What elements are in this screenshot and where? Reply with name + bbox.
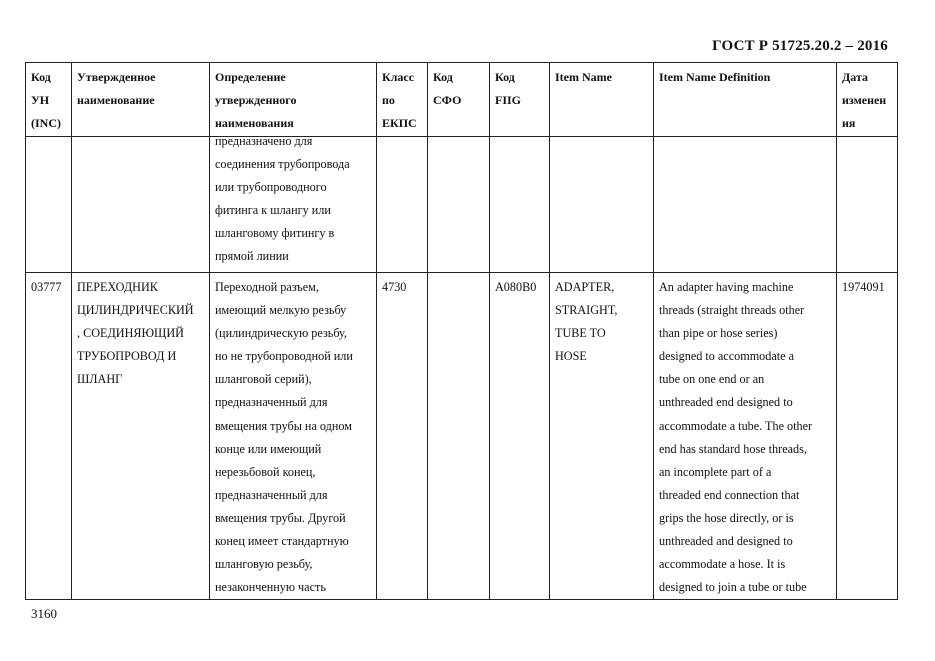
cell-item-name-empty — [550, 137, 654, 273]
header-change-date: Дата изменен ия — [837, 63, 898, 137]
cell-item-definition-empty — [654, 137, 837, 273]
header-fiig-code: Код FIIG — [490, 63, 550, 137]
cell-inc-code: 03777 — [26, 273, 72, 600]
cell-ekps-class: 4730 — [377, 273, 428, 600]
specification-table — [25, 62, 898, 600]
table-header-row — [26, 63, 898, 137]
cell-sfo-empty — [428, 137, 490, 273]
table-row-continuation — [26, 137, 898, 273]
page-number: 3160 — [31, 606, 57, 621]
cell-fiig-code: A080B0 — [490, 273, 550, 600]
header-definition: Определение утвержденного наименования — [210, 63, 377, 137]
header-item-name-definition: Item Name Definition — [654, 63, 837, 137]
table-row-03777 — [26, 273, 898, 600]
header-ekps-class: Класс по ЕКПС — [377, 63, 428, 137]
document-title: ГОСТ Р 51725.20.2 – 2016 — [712, 38, 888, 54]
cell-approved-name: ПЕРЕХОДНИК ЦИЛИНДРИЧЕСКИЙ , СОЕДИНЯЮЩИЙ ТРУБОПРОВОД И ШЛАНГ — [72, 273, 210, 600]
cell-item-name: ADAPTER, STRAIGHT, TUBE TO HOSE — [550, 273, 654, 600]
cell-sfo-code — [428, 273, 490, 600]
cell-definition: Переходной разъем, имеющий мелкую резьбу (цилиндрическую резьбу, но не трубопроводной или шланговой серий), предназначенный для вмещения трубы на одном конце или имеющий нерезьбовой конец, предназначенный для вмещения трубы. Другой конец имеет стандартную шланговую резьбу, незаконченную часть — [210, 273, 377, 600]
cell-change-date: 1974091 — [837, 273, 898, 600]
header-inc-code: Код УН (INC) — [26, 63, 72, 137]
cell-item-name-definition: An adapter having machine threads (straight threads other than pipe or hose series) designed to accommodate a tube on one end or an unthreaded end designed to accommodate a tube. The other end has standard hose threads, an incomplete part of a threaded end connection that grips the hose directly, or is unthreaded and designed to accommodate a hose. It is designed to join a tube or tube — [654, 273, 837, 600]
header-approved-name: Утвержденное наименование — [72, 63, 210, 137]
cell-definition-continued: предназначено для соединения трубопровода или трубопроводного фитинга к шлангу или шланговому фитингу в прямой линии — [210, 137, 377, 273]
cell-ekps-empty — [377, 137, 428, 273]
header-sfo-code: Код СФО — [428, 63, 490, 137]
cell-date-empty — [837, 137, 898, 273]
header-item-name: Item Name — [550, 63, 654, 137]
cell-fiig-empty — [490, 137, 550, 273]
cell-approved-name-empty — [72, 137, 210, 273]
cell-inc-empty — [26, 137, 72, 273]
